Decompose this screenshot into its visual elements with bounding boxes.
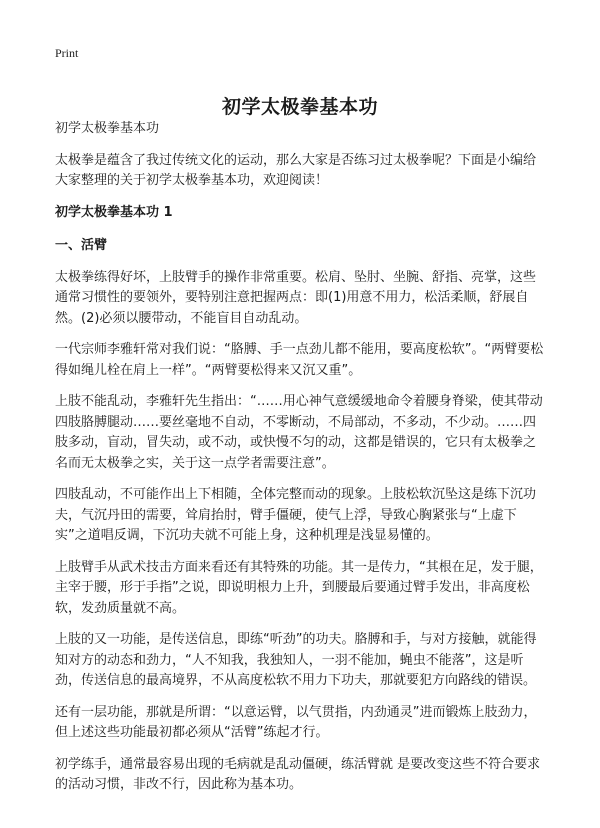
article-body: [55, 119, 547, 807]
page-title: 初学太极拳基本功: [221, 95, 378, 118]
paragraph: 还有一层功能，那就是所谓：“以意运臂，以气贯指，内劲通灵”进而锻炼上肢劲力，但上述这些功能最初都必须从“活臂”练起才行。: [55, 704, 537, 740]
subsection-heading: 一、活臂: [55, 237, 108, 253]
paragraph: 四肢乱动，不可能作出上下相随，全体完整而动的现象。上肢松软沉坠这是练下沉功夫，气沉丹田的需要，耸肩抬肘，臂手僵硬，使气上浮，导致心胸紧张与“上虚下实”之道唱反调，下沉功夫就不可能上身，这种机理是浅显易懂的。: [55, 487, 537, 543]
paragraph: 上肢臂手从武术技击方面来看还有其特殊的功能。其一是传力，“其根在足，发于腿，主宰于腰，形于手指”之说，即说明根力上升，到腰最后要通过臂手发出，非高度松软，发劲质量就不高。: [55, 559, 543, 616]
print-link[interactable]: Print: [55, 46, 79, 60]
article-subtitle: 初学太极拳基本功: [55, 121, 160, 136]
section-heading: 初学太极拳基本功 1: [55, 204, 173, 220]
intro-paragraph: 太极拳是蕴含了我过传统文化的运动，那么大家是否练习过太极拳呢？下面是小编给大家整理的关于初学太极拳基本功，欢迎阅读！: [55, 152, 537, 188]
paragraph: 太极拳练得好坏，上肢臂手的操作非常重要。松肩、坠肘、坐腕、舒指、亮掌，这些通常习惯性的要领外，要特别注意把握两点：即(1)用意不用力，松活柔顺，舒展自然。(2)必须以腰带动，不能盲目自动乱动。: [55, 269, 537, 326]
paragraph: 初学练手，通常最容易出现的毛病就是乱动僵硬，练活臂就 是要改变这些不符合要求的活动习惯，非改不行，因此称为基本功。: [55, 756, 541, 792]
paragraph: 上肢的又一功能，是传送信息，即练“听劲”的功夫。胳膊和手，与对方接触，就能得知对方的动态和劲力，“人不知我，我独知人，一羽不能加，蝇虫不能落”，这是听劲，传送信息的最高境界，不从高度松软不用力下功夫，那就要犯方向路线的错误。: [55, 632, 537, 688]
paragraph: 一代宗师李雅轩常对我们说：“胳膊、手一点劲儿都不能用，要高度松软”。“两臂要松得如绳儿栓在肩上一样”。“两臂要松得来又沉又重”。: [55, 342, 544, 378]
paragraph: 上肢不能乱动，李雅轩先生指出：“……用心神气意缓缓地命令着腰身脊梁，使其带动四肢胳膊腿动……要丝毫地不自动，不零断动，不局部动，不多动，不少动。……四肢多动，盲动，冒失动，或不动，或快慢不匀的动，这都是错误的，它只有太极拳之名而无太极拳之实，关于这一点学者需要注意”。: [55, 394, 543, 471]
